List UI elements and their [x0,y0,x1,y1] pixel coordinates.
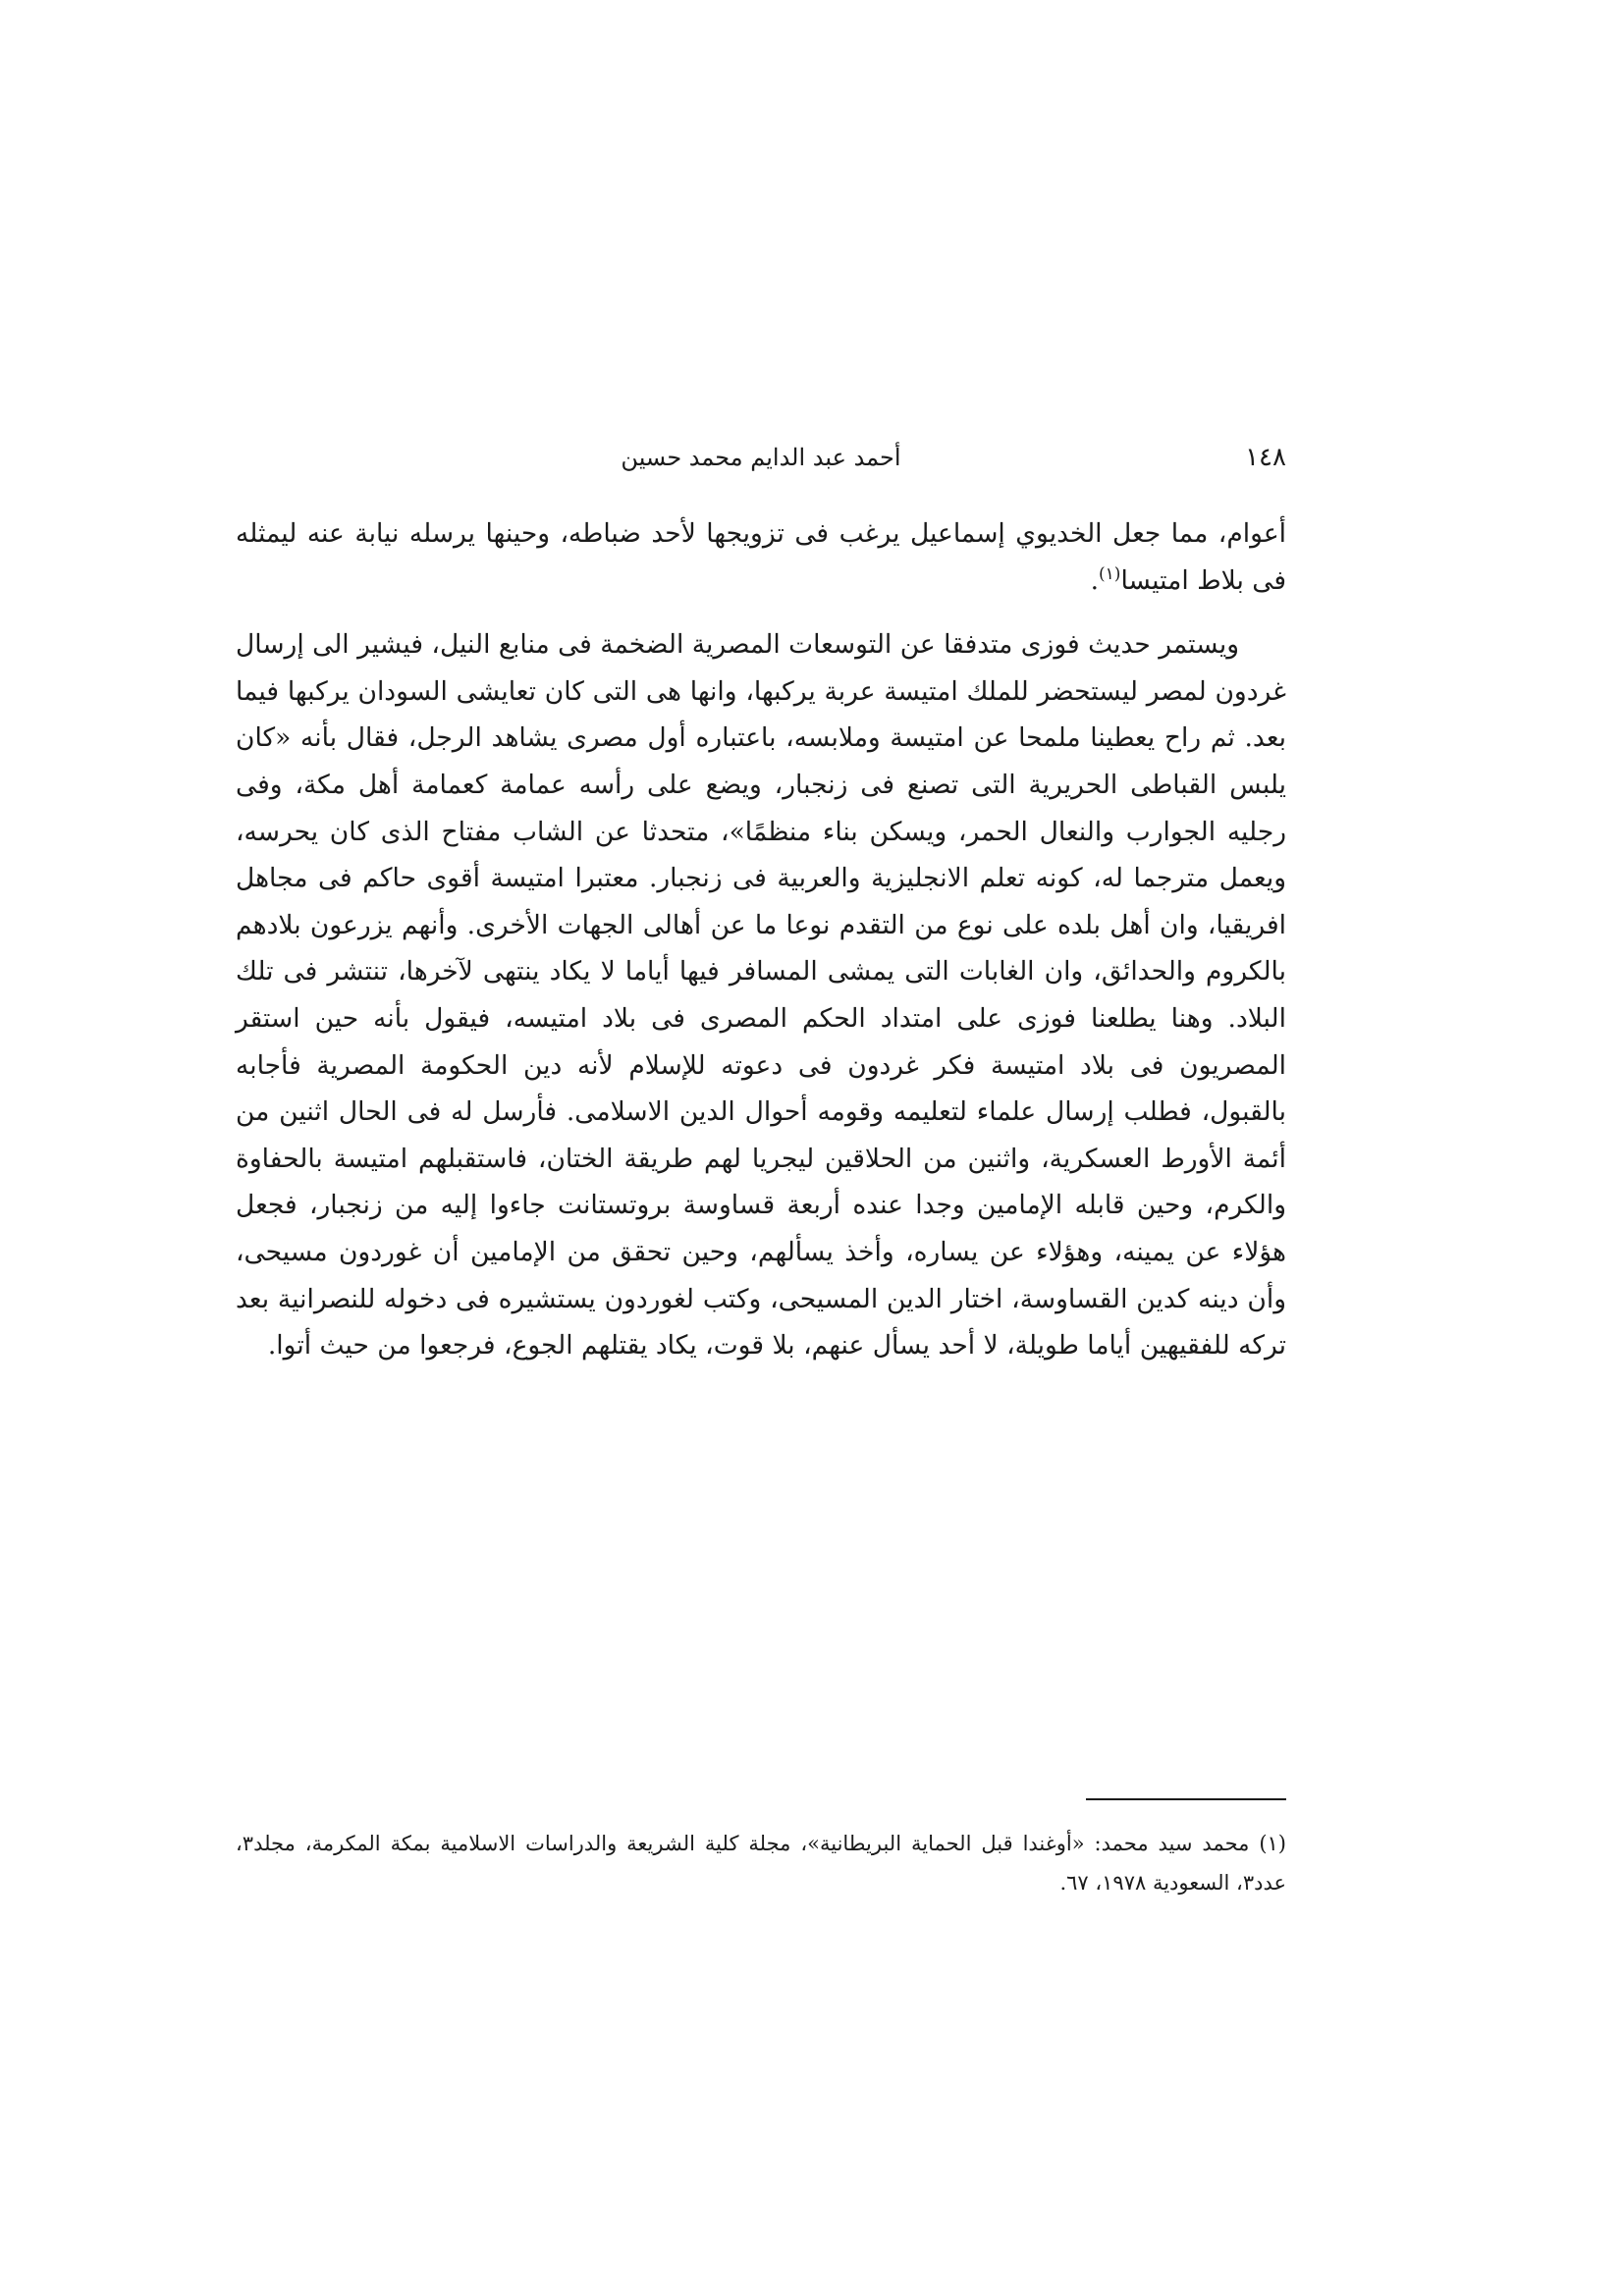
footnote [236,1824,1286,1902]
running-head: أحمد عبد الدايم محمد حسين [621,444,901,471]
paragraph-end: . [1090,564,1100,596]
page-header [236,438,1286,477]
paragraph: ويستمر حديث فوزى متدفقا عن التوسعات المصرية الضخمة فى منابع النيل، فيشير الى إرسال غردون لمصر ليستحضر للملك امتيسة عربة يركبها، وانها هى التى كان تعايشى السودان يركبها فيما بعد. ثم راح يعطينا ملمحا عن امتيسة وملابسه، باعتباره أول مصرى يشاهد الرجل، فقال بأنه «كان يلبس القباطى الحريرية التى تصنع فى زنجبار، ويضع على رأسه عمامة كعمامة أهل مكة، وفى رجليه الجوارب والنعال الحمر، ويسكن بناء منظمًا»، متحدثا عن الشاب مفتاح الذى كان يحرسه، ويعمل مترجما له، كونه تعلم الانجليزية والعربية فى زنجبار. معتبرا امتيسة أقوى حاكم فى مجاهل افريقيا، وان أهل بلده على نوع من التقدم نوعا ما عن أهالى الجهات الأخرى. وأنهم يزرعون بلادهم بالكروم والحدائق، وان الغابات التى يمشى المسافر فيها أياما لا يكاد ينتهى لآخرها، تنتشر فى تلك البلاد. وهنا يطلعنا فوزى على امتداد الحكم المصرى فى بلاد امتيسه، فيقول بأنه حين استقر المصريون فى بلاد امتيسة فكر غردون فى دعوته للإسلام لأنه دين الحكومة المصرية فأجابه بالقبول، فطلب إرسال علماء لتعليمه وقومه أحوال الدين الاسلامى. فأرسل له فى الحال اثنين من أئمة الأورط العسكرية، واثنين من الحلاقين ليجريا لهم طريقة الختان، فاستقبلهم امتيسة بالحفاوة والكرم، وحين قابله الإمامين وجدا عنده أربعة قساوسة بروتستانت جاءوا إليه من زنجبار، فجعل هؤلاء عن يمينه، وهؤلاء عن يساره، وأخذ يسألهم، وحين تحقق من الإمامين أن غوردون مسيحى، وأن دينه كدين القساوسة، اختار الدين المسيحى، وكتب لغوردون يستشيره فى دخوله للنصرانية بعد تركه للفقيهين أياما طويلة، لا أحد يسأل عنهم، بلا قوت، يكاد يقتلهم الجوع، فرجعوا من حيث أتوا. [236,629,1286,1362]
footnote-text: (١) محمد سيد محمد: «أوغندا قبل الحماية البريطانية»، مجلة كلية الشريعة والدراسات الاسلامية بمكة المكرمة، مجلد٣، عدد٣، السعودية ١٩٧٨، ٦٧. [236,1832,1286,1895]
footnote-separator [1086,1798,1286,1800]
body-text [236,510,1286,1369]
paragraph-text: أعوام، مما جعل الخديوي إسماعيل يرغب فى تزويجها لأحد ضباطه، وحينها يرسله نيابة عنه ليمثله فى بلاط امتيسا [236,518,1286,596]
paragraph [236,510,1286,604]
page-number: ١٤٨ [1245,443,1286,472]
footnote-reference: (١) [1099,563,1121,584]
